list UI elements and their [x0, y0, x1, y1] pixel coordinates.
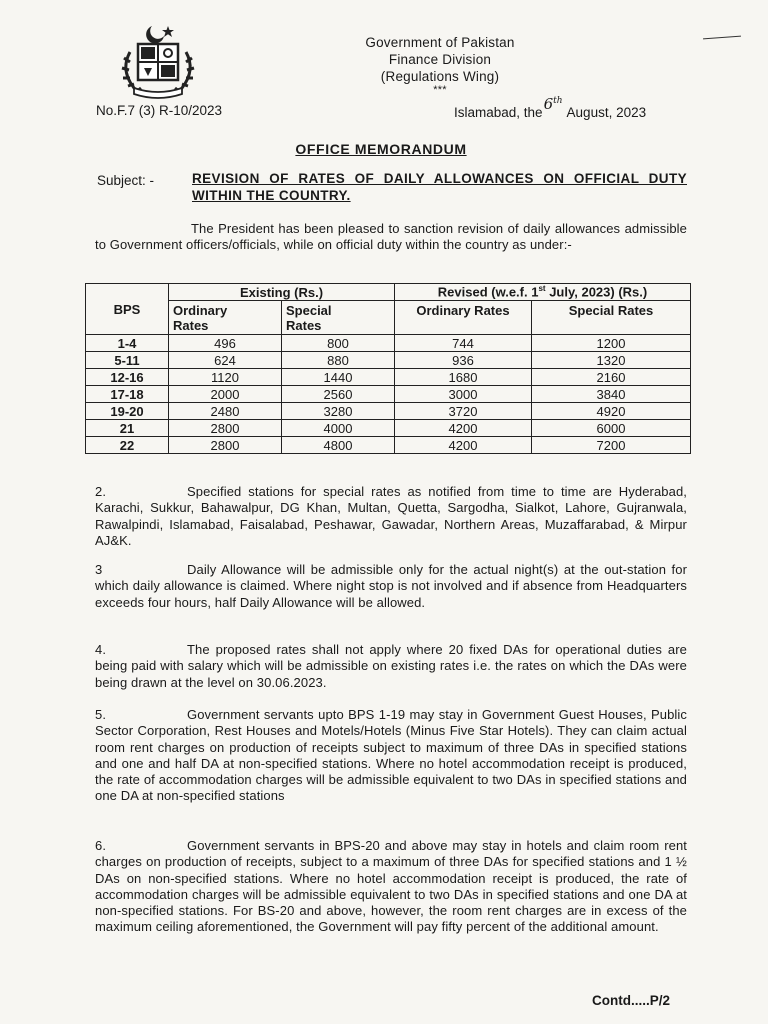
header-existing-special: Special Rates [282, 301, 395, 335]
revised-special-cell: 2160 [532, 369, 691, 386]
reference-number: No.F.7 (3) R-10/2023 [96, 103, 223, 118]
paragraph-5: 5. Government servants upto BPS 1-19 may stay in Government Guest Houses, Public Sector Corporation, Rest Houses and Motels/Hotels (Minus Five Star Hotels). They can claim actual room rent charges on production of receipts subject to maximum of three DAs in specified stations and one and half DA at non-specified stations. Where no hotel accommodation receipt is produced, the rate of accommodation charges will be admissible equivalent to two DAs in specified stations and one DA at non-specified stations [95, 707, 687, 804]
existing-special-cell: 880 [282, 352, 395, 369]
subject-text: REVISION OF RATES OF DAILY ALLOWANCES ON OFFICIAL DUTY WITHIN THE COUNTRY. [192, 171, 687, 203]
revised-special-cell: 6000 [532, 420, 691, 437]
division-name: Finance Division [388, 52, 492, 67]
table-header-row [86, 284, 691, 301]
bps-cell: 1-4 [86, 335, 169, 352]
bps-cell: 5-11 [86, 352, 169, 369]
rates-table [85, 283, 691, 454]
memo-title: OFFICE MEMORANDUM [295, 141, 467, 157]
existing-special-cell: 4800 [282, 437, 395, 454]
continued-marker: Contd.....P/2 [592, 993, 671, 1008]
revised-ordinary-cell: 1680 [395, 369, 532, 386]
table-row [86, 403, 691, 420]
wing-name: (Regulations Wing) [380, 69, 500, 84]
bps-cell: 19-20 [86, 403, 169, 420]
revised-ordinary-cell: 3720 [395, 403, 532, 420]
header-existing-ordinary: Ordinary Rates [169, 301, 282, 335]
table-row [86, 437, 691, 454]
letterhead [330, 34, 550, 95]
revised-special-cell: 4920 [532, 403, 691, 420]
header-bps: BPS [86, 284, 169, 335]
table-subheader-row [86, 301, 691, 335]
existing-ordinary-cell: 1120 [169, 369, 282, 386]
existing-special-cell: 1440 [282, 369, 395, 386]
revised-ordinary-cell: 744 [395, 335, 532, 352]
paragraph-6: 6. Government servants in BPS-20 and above may stay in hotels and claim room rent charges on production of receipts, subject to a maximum of three DAs for specified stations and 1 ½ DAs on non-specified stations. Where no hotel accommodation receipt is produced, the rate of accommodation charges will be admissible equivalent to two DAs in specified stations and one DA at non-specified stations. For BS-20 and above, however, the room rent charges are in excess of the maximum ceiling aforementioned, the Government will pay fifty percent of the additional amount. [95, 838, 687, 935]
dateline-prefix: Islamabad, the [454, 105, 543, 120]
table-row [86, 335, 691, 352]
revised-special-cell: 7200 [532, 437, 691, 454]
bps-cell: 21 [86, 420, 169, 437]
revised-special-cell: 1320 [532, 352, 691, 369]
existing-special-cell: 800 [282, 335, 395, 352]
handwritten-day: 6th [543, 95, 563, 113]
existing-ordinary-cell: 2800 [169, 420, 282, 437]
revised-ordinary-cell: 4200 [395, 437, 532, 454]
dateline-month-year: August, 2023 [566, 105, 647, 120]
existing-ordinary-cell: 624 [169, 352, 282, 369]
existing-ordinary-cell: 2000 [169, 386, 282, 403]
revised-special-cell: 3840 [532, 386, 691, 403]
subject-label: Subject: - [97, 173, 155, 188]
revised-special-cell: 1200 [532, 335, 691, 352]
paragraph-3: 3 Daily Allowance will be admissible only for the actual night(s) at the out-station for which daily allowance is claimed. Where night stop is not involved and if absence from Headquarters exceeds four hours, half Daily Allowance will be allowed. [95, 562, 687, 610]
pakistan-state-emblem-icon [108, 22, 208, 102]
government-name: Government of Pakistan [365, 35, 515, 50]
existing-ordinary-cell: 496 [169, 335, 282, 352]
handwritten-dash [703, 36, 741, 40]
existing-special-cell: 4000 [282, 420, 395, 437]
paragraph-4: 4. The proposed rates shall not apply where 20 fixed DAs for operational duties are being paid with salary which will be admissible on existing rates i.e. the rates on which the DAs were being drawn at the level on 30.06.2023. [95, 642, 687, 690]
header-revised-ordinary: Ordinary Rates [395, 301, 532, 335]
existing-special-cell: 2560 [282, 386, 395, 403]
revised-ordinary-cell: 936 [395, 352, 532, 369]
existing-ordinary-cell: 2480 [169, 403, 282, 420]
existing-special-cell: 3280 [282, 403, 395, 420]
table-row [86, 420, 691, 437]
revised-ordinary-cell: 3000 [395, 386, 532, 403]
separator-stars: *** [433, 84, 447, 96]
revised-ordinary-cell: 4200 [395, 420, 532, 437]
paragraph-2: 2. Specified stations for special rates as notified from time to time are Hyderabad, Karachi, Sukkur, Bahawalpur, DG Khan, Multan, Quetta, Sargodha, Sialkot, Lahore, Gujranwala, Rawalpindi, Islamabad, Faisalabad, Peshawar, Gawadar, Northern Areas, Muzaffarabad, & Mirpur AJ&K. [95, 484, 687, 548]
dateline [454, 95, 647, 121]
header-revised: Revised (w.e.f. 1st July, 2023) (Rs.) [395, 284, 691, 301]
bps-cell: 17-18 [86, 386, 169, 403]
table-row [86, 369, 691, 386]
existing-ordinary-cell: 2800 [169, 437, 282, 454]
table-row [86, 352, 691, 369]
bps-cell: 22 [86, 437, 169, 454]
header-existing: Existing (Rs.) [169, 284, 395, 301]
bps-cell: 12-16 [86, 369, 169, 386]
header-revised-special: Special Rates [532, 301, 691, 335]
rates-table-body [86, 335, 691, 454]
intro-paragraph: The President has been pleased to sanction revision of daily allowances admissible to Government officers/officials, while on official duty within the country as under:- [95, 221, 687, 253]
table-row [86, 386, 691, 403]
